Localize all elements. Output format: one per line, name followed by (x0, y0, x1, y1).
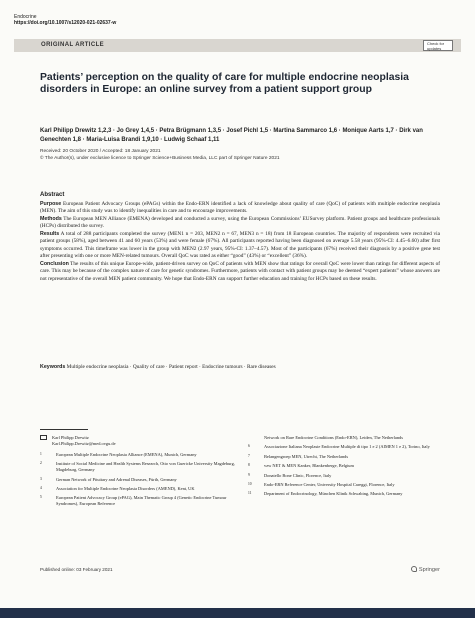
affiliation-number: 8 (248, 463, 250, 468)
methods-text: The European MEN Alliance (EMENA) developed and conducted a survey, using the European Commissions’ EUSurvey platform. Patient groups and healthcare professionals (HCPs) distributed the survey. (40, 215, 440, 230)
abstract-heading: Abstract (40, 192, 65, 198)
article-type-band (14, 39, 461, 52)
abstract-purpose (40, 201, 440, 216)
keywords-section (40, 364, 440, 371)
affiliation-item (248, 435, 443, 441)
affiliation-number: 6 (248, 444, 250, 449)
correspondence-name: Karl Philipp Drewitz (52, 435, 89, 440)
purpose-label: Purpose (40, 200, 62, 207)
affiliation-text: European Multiple Endocrine Neoplasia Alliance (EMENA), Munich, Germany (56, 451, 197, 457)
conclusion-text: The results of this unique Europe-wide, patient-driven survey on QoC of patients with MEN show that ratings for overall QoC were lower than ratings for different aspects of care. This may be because of the complex nature of care for genetic syndromes. Furthermore, patients with contact with patient groups may be deemed “expert patients” whose answers are not representative of the overall MEN patient community. We hope that Endo-ERN can support further education and training for HCPs based on these results. (40, 260, 440, 283)
affiliation-text: German Network of Pituitary and Adrenal Diseases, Fürth, Germany (56, 476, 177, 482)
affiliation-number: 3 (40, 476, 42, 481)
affiliation-number: 4 (40, 485, 42, 490)
abstract-conclusion (40, 261, 440, 284)
correspondence-email[interactable]: Karl.Philipp.Drewitz@med.ovgu.de (52, 440, 116, 446)
doi-link[interactable]: https://doi.org/10.1007/s12020-021-02637-w (14, 20, 117, 27)
article-dates (40, 149, 280, 162)
check-badge-line-2: updates (427, 45, 442, 51)
purpose-text: European Patient Advocacy Groups (ePAGs) within the Endo-ERN identified a lack of knowledge about quality of care (QoC) of patients with multiple endocrine neoplasia (MEN). The aim of this study was to identify inequalities in care and to encourage improvements. (40, 200, 440, 215)
abstract-results (40, 231, 440, 261)
envelope-icon (40, 435, 47, 440)
keywords-text: Multiple endocrine neoplasia · Quality of care · Patient report · Endocrine tumours · Rare diseases (66, 364, 276, 370)
affiliation-text: Associazione Italiana Neoplasie Endocrine Multiple di tipo 1 e 2 (AIMEN 1 e 2), Torino, Italy (264, 444, 430, 450)
abstract-methods (40, 216, 440, 231)
results-text: A total of 288 participants completed the survey (MEN1 n = 203, MEN2 n = 67, MEN3 n = 18) from 18 European countries. The majority of respondents were recruited via patient groups (58%), aged between 41 and 60 years (53%) and were female (67%). All participants reported having been diagnosed on average 5.58 years (95%-CI: 4.45–6.60) after first symptoms occurred. This timeframe was lower in the group with MEN2 (2.97 years, 95%-CI: 1.37–4.57). Most of the participants (67%) received their diagnosis by a positive gene test after presenting with one or more MEN-related tumours. Overall QoC was rated as either “good” (43%) or “excellent” (36%). (40, 230, 440, 260)
received-accepted: Received: 20 October 2020 / Accepted: 18 January 2021 (40, 149, 161, 154)
keywords-label: Keywords (40, 364, 66, 370)
affiliation-number: 2 (40, 461, 42, 466)
affiliation-item (248, 473, 443, 479)
affiliation-text: Endo-ERN Reference Center, University Hospital Careggi, Florence, Italy (264, 482, 395, 488)
springer-horse-icon (411, 566, 417, 572)
conclusion-label: Conclusion (40, 260, 69, 267)
affiliation-item (248, 454, 443, 460)
affiliation-list-right (248, 435, 443, 497)
affiliation-item (248, 463, 443, 469)
affiliation-item (248, 491, 443, 497)
check-for-updates-badge[interactable] (423, 40, 453, 51)
affiliations-left-column (40, 435, 235, 511)
affiliation-text: Donatello Bone Clinic, Florence, Italy (264, 472, 332, 478)
footnote-divider (40, 429, 88, 430)
affiliation-text: Department of Endocrinology, München Klinik Schwabing, Munich, Germany (264, 491, 403, 497)
affiliation-number: 11 (248, 491, 252, 496)
author-names: Karl Philipp Drewitz 1,2,3 · Jo Grey 1,4,5 · Petra Brügmann 1,3,5 · Josef Pichl 1,5 · Martina Sammarco 1,6 · Monique Aarts 1,7 · Dirk van Genechten 1,8 · Maria-Luisa Brandi 1,9,10 · Ludwig Schaaf 1,11 (40, 128, 423, 143)
journal-header (14, 14, 116, 27)
affiliation-number: 9 (248, 472, 250, 477)
copyright-line: © The Author(s), under exclusive licence to Springer Science+Business Media, LLC part of Springer Nature 2021 (40, 155, 280, 161)
affiliation-item (40, 452, 235, 458)
affiliation-text: Institute of Social Medicine and Health Systems Research, Otto von Guericke University Magdeburg, Magdeburg, Germany (56, 461, 235, 473)
affiliation-item (40, 495, 235, 507)
affiliation-number (248, 435, 264, 441)
affiliation-text: Association for Multiple Endocrine Neoplasia Disorders (AMEND), Kent, UK (56, 485, 195, 491)
affiliation-item (40, 477, 235, 483)
os-taskbar (0, 608, 475, 618)
correspondence-block (40, 435, 235, 447)
journal-name: Endocrine (14, 14, 37, 20)
affiliation-number: 10 (248, 482, 252, 487)
results-label: Results (40, 230, 60, 237)
publisher-name: Springer (418, 567, 440, 573)
article-title: Patients’ perception on the quality of care for multiple endocrine neoplasia disorders in Europe: an online survey from a patient support group (40, 72, 409, 96)
article-type-label: ORIGINAL ARTICLE (41, 42, 105, 48)
affiliation-item (40, 486, 235, 492)
author-list (40, 127, 440, 145)
affiliation-item (248, 482, 443, 488)
affiliations-right-column (248, 435, 443, 501)
affiliation-item (40, 461, 235, 473)
affiliation-text: Belangengroep MEN, Utrecht, The Netherlands (264, 453, 349, 459)
affiliation-number: 7 (248, 453, 250, 458)
affiliation-item (248, 444, 443, 450)
affiliation-text: European Patient Advocacy Group (ePAG), Main Thematic Group 4 (Genetic Endocrine Tumour Syndromes), European Reference (56, 495, 227, 507)
affiliation-list-left (40, 452, 235, 507)
check-badge-line-1: Check for (427, 41, 445, 46)
springer-logo (411, 566, 440, 573)
affiliation-text: vzw NET & MEN Kanker, Blankenberge, Belgium (264, 463, 354, 469)
methods-label: Methods (40, 215, 62, 222)
abstract-section (40, 192, 440, 284)
published-date: Published online: 03 February 2021 (40, 567, 113, 572)
affiliation-number: 5 (40, 495, 42, 500)
affiliation-text: Network on Rare Endocrine Conditions (Endo-ERN), Leiden, The Netherlands (264, 435, 403, 440)
affiliation-number: 1 (40, 451, 42, 456)
